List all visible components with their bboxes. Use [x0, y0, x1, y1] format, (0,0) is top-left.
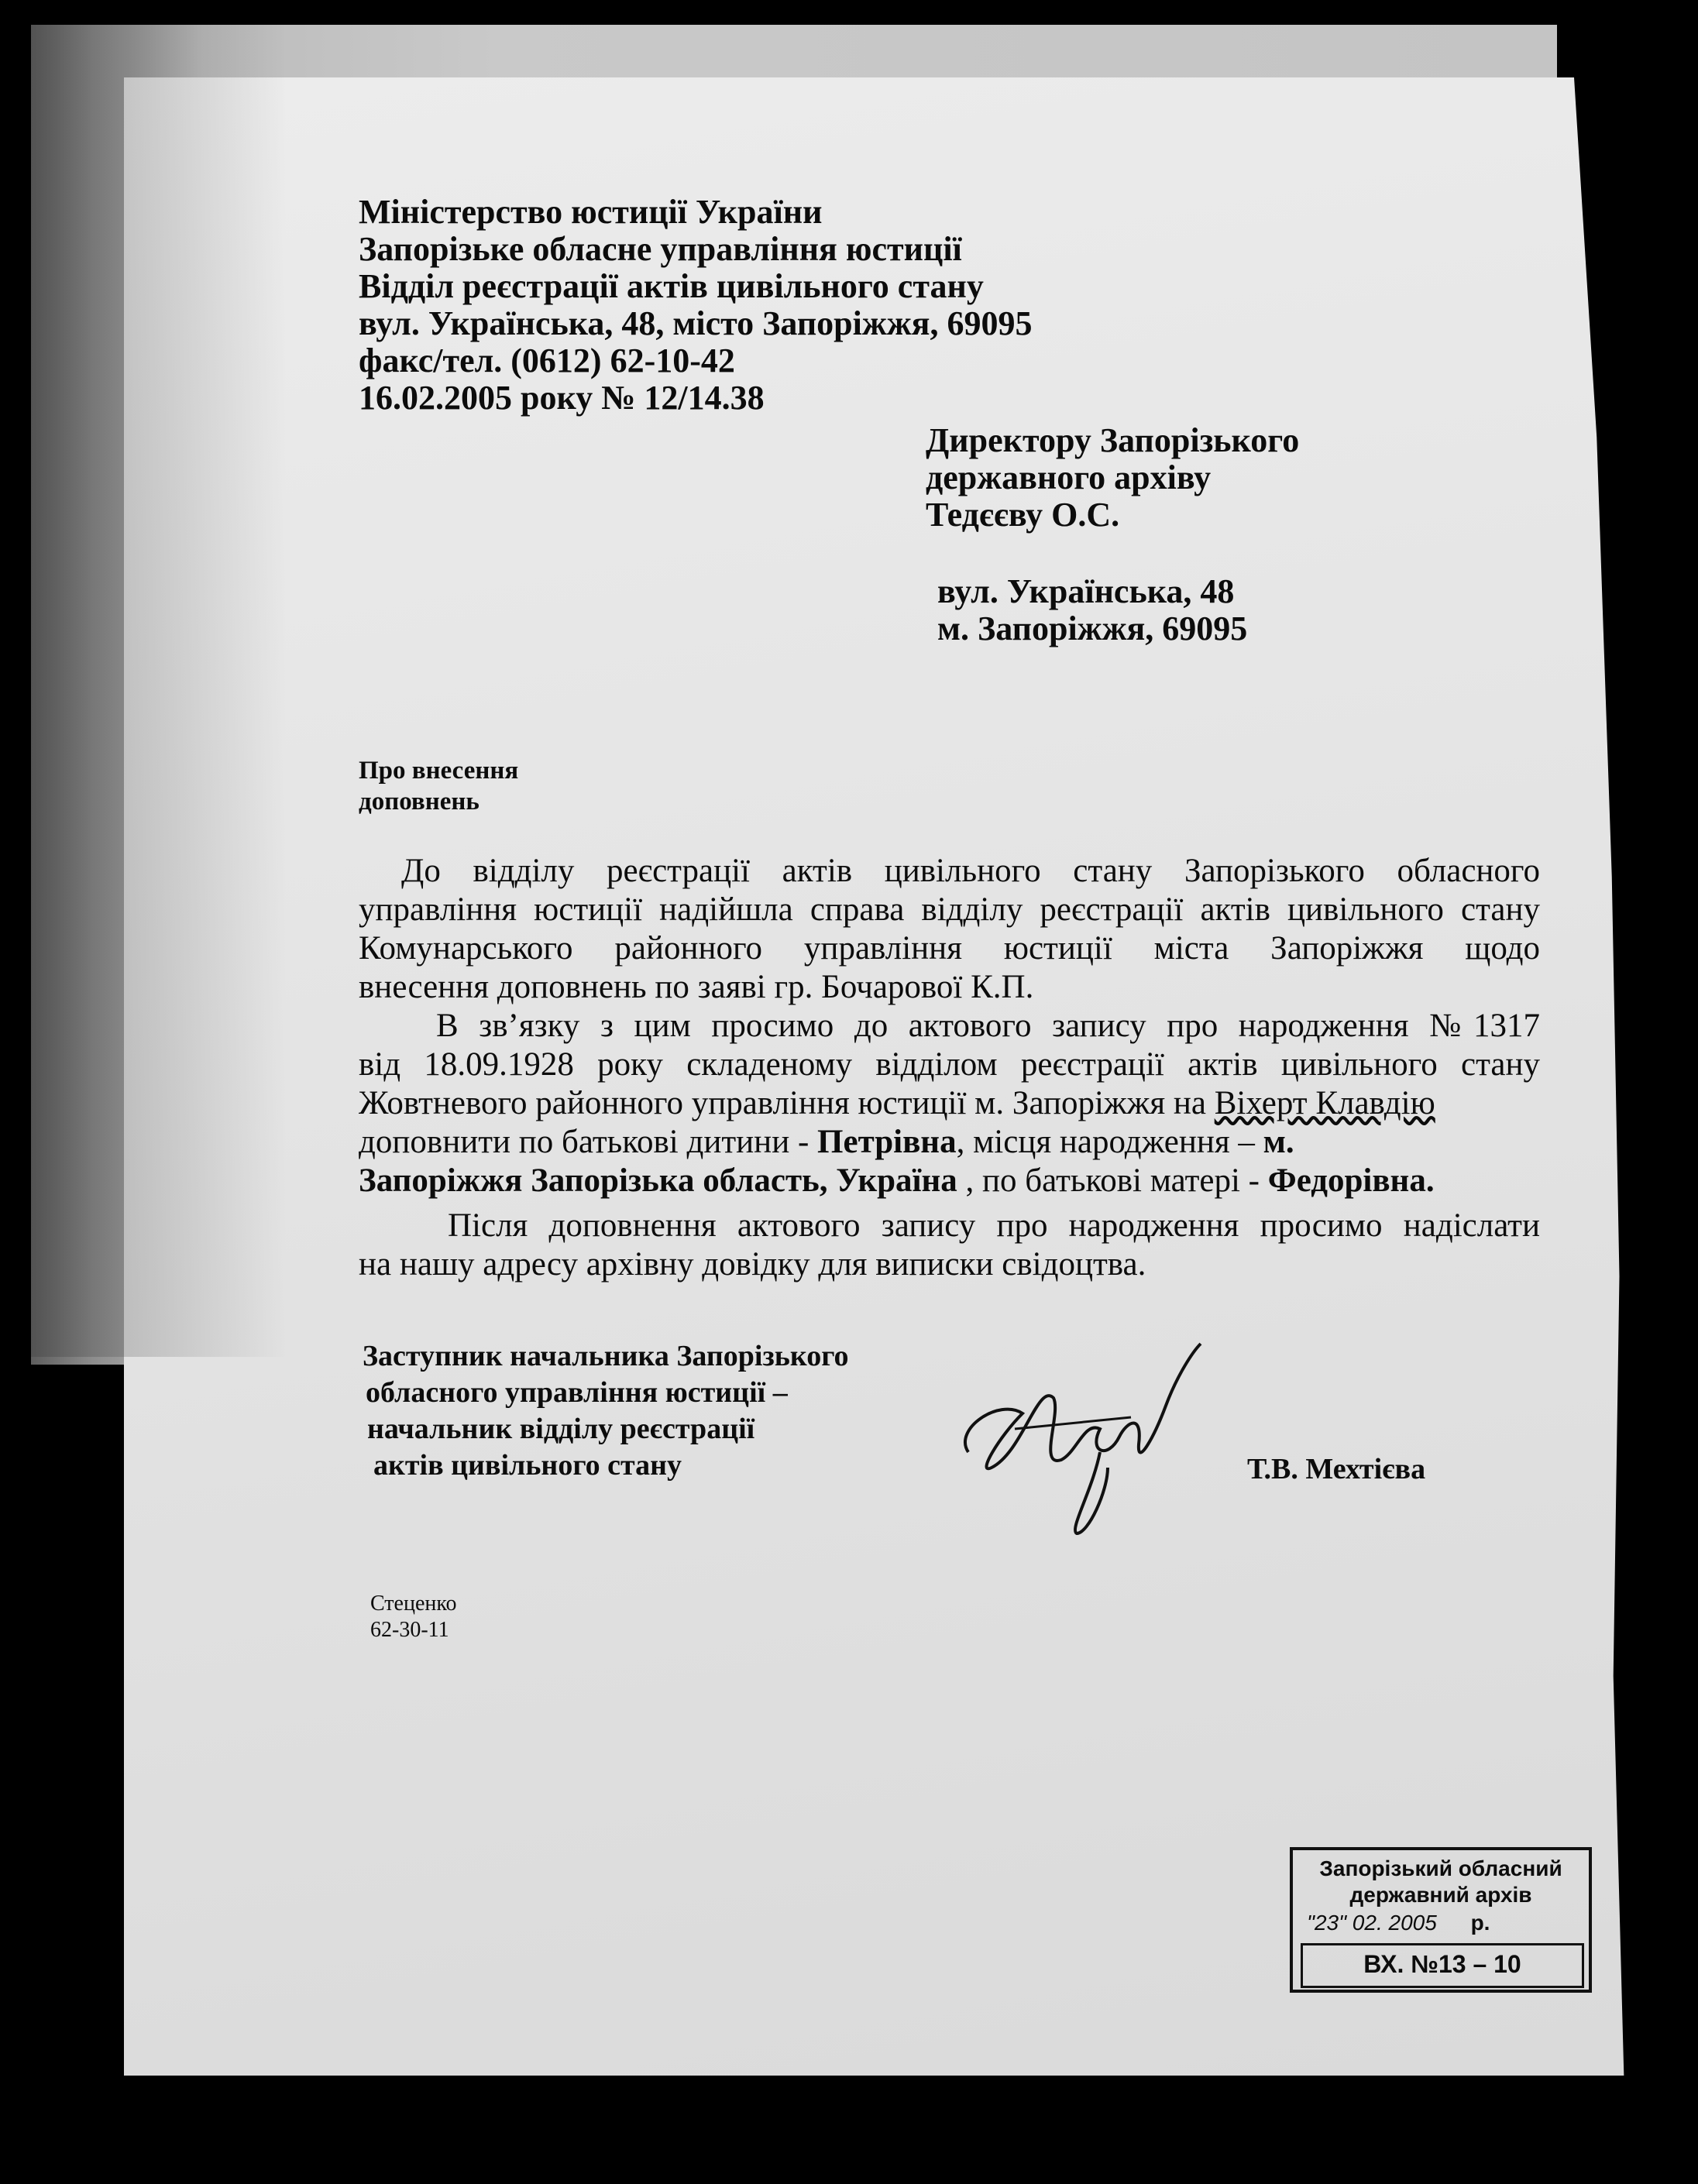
letter-date-number: 16.02.2005 року № 12/14.38	[359, 379, 765, 417]
p2-line-5-text: , по батькові матері -	[957, 1162, 1268, 1199]
p2-line-5	[359, 1162, 1540, 1200]
signer-name: Т.В. Мехтієва	[1247, 1453, 1426, 1485]
paragraph-3	[359, 1207, 1540, 1284]
signer-title-1: Заступник начальника Запорізького	[363, 1340, 849, 1372]
birthplace: Запоріжжя Запорізька область, Україна	[359, 1162, 957, 1199]
sender-ministry: Міністерство юстиції України	[359, 193, 823, 231]
stamp-year-suffix: р.	[1470, 1911, 1490, 1935]
addressee-street: вул. Українська, 48	[937, 572, 1235, 610]
signer-title-3: начальник відділу реєстрації	[367, 1413, 755, 1445]
signer-title-4: актів цивільного стану	[373, 1449, 682, 1482]
executor-phone: 62-30-11	[370, 1618, 449, 1642]
signer-block	[363, 1338, 849, 1484]
executor-block	[370, 1591, 457, 1643]
addressee-city: м. Запоріжжя, 69095	[937, 610, 1248, 647]
handwritten-signature	[953, 1336, 1224, 1553]
p1-line-3: Комунарського районного управління юстиції міста Запоріжжя щодо	[359, 930, 1540, 967]
stamp-incoming-number: ВХ. №13 – 10	[1363, 1950, 1521, 1978]
p3-line-1: Після доповнення актового запису про народження просимо надіслати	[448, 1207, 1540, 1244]
p3-line-2: на нашу адресу архівну довідку для виписки свідоцтва.	[359, 1246, 1146, 1283]
executor-name: Стеценко	[370, 1592, 457, 1616]
addressee-address	[937, 573, 1247, 647]
subject-line-2: доповнень	[359, 788, 479, 816]
mother-patronymic: Федорівна.	[1267, 1162, 1435, 1199]
page-shadow	[31, 25, 287, 1357]
sender-block	[359, 194, 1032, 417]
p1-line-4: внесення доповнень по заяві гр. Бочарової К.П.	[359, 969, 1034, 1005]
child-patronymic: Петрівна	[817, 1124, 957, 1160]
p2-line-3	[359, 1084, 1540, 1123]
archive-received-stamp	[1290, 1847, 1592, 1993]
paragraph-2	[359, 1007, 1540, 1200]
p2-line-2: від 18.09.1928 року складеному відділом реєстрації актів цивільного стану	[359, 1046, 1540, 1083]
sender-division: Відділ реєстрації актів цивільного стану	[359, 267, 984, 305]
addressee-block	[926, 422, 1299, 534]
sender-department: Запорізьке обласне управління юстиції	[359, 230, 962, 268]
sender-address: вул. Українська, 48, місто Запоріжжя, 69095	[359, 304, 1033, 342]
p2-line-4-text-2: , місця народження –	[956, 1124, 1263, 1160]
stamp-date-row	[1293, 1911, 1603, 1935]
subject-line-1: Про внесення	[359, 757, 519, 785]
child-name: Віхерт Клавдію	[1214, 1085, 1435, 1121]
letter-subject	[359, 755, 518, 817]
stamp-date: "23" 02. 2005	[1307, 1911, 1437, 1935]
p1-line-2: управління юстиції надійшла справа відділу реєстрації актів цивільного стану	[359, 891, 1540, 928]
addressee-name: Тедєєву О.С.	[926, 496, 1120, 534]
p2-line-3-text: Жовтневого районного управління юстиції м. Запоріжжя на	[359, 1085, 1215, 1121]
stamp-org: Запорізький обласний	[1319, 1856, 1562, 1880]
p1-line-1: До відділу реєстрації актів цивільного стану Запорізького обласного	[401, 853, 1540, 889]
stamp-archive: державний архів	[1349, 1883, 1532, 1907]
addressee-org: державного архіву	[926, 458, 1212, 496]
p2-line-1: В зв’язку з цим просимо до актового запису про народження №1317	[436, 1008, 1540, 1044]
addressee-title: Директору Запорізького	[926, 421, 1300, 459]
birthplace-prefix: м.	[1263, 1124, 1294, 1160]
p2-line-4	[359, 1123, 1540, 1162]
stamp-incoming-box	[1301, 1943, 1584, 1988]
paragraph-1	[359, 852, 1540, 1007]
sender-phone: факс/тел. (0612) 62-10-42	[359, 342, 735, 379]
p2-line-4-text: доповнити по батькові дитини -	[359, 1124, 818, 1160]
signer-title-2: обласного управління юстиції –	[366, 1376, 788, 1409]
